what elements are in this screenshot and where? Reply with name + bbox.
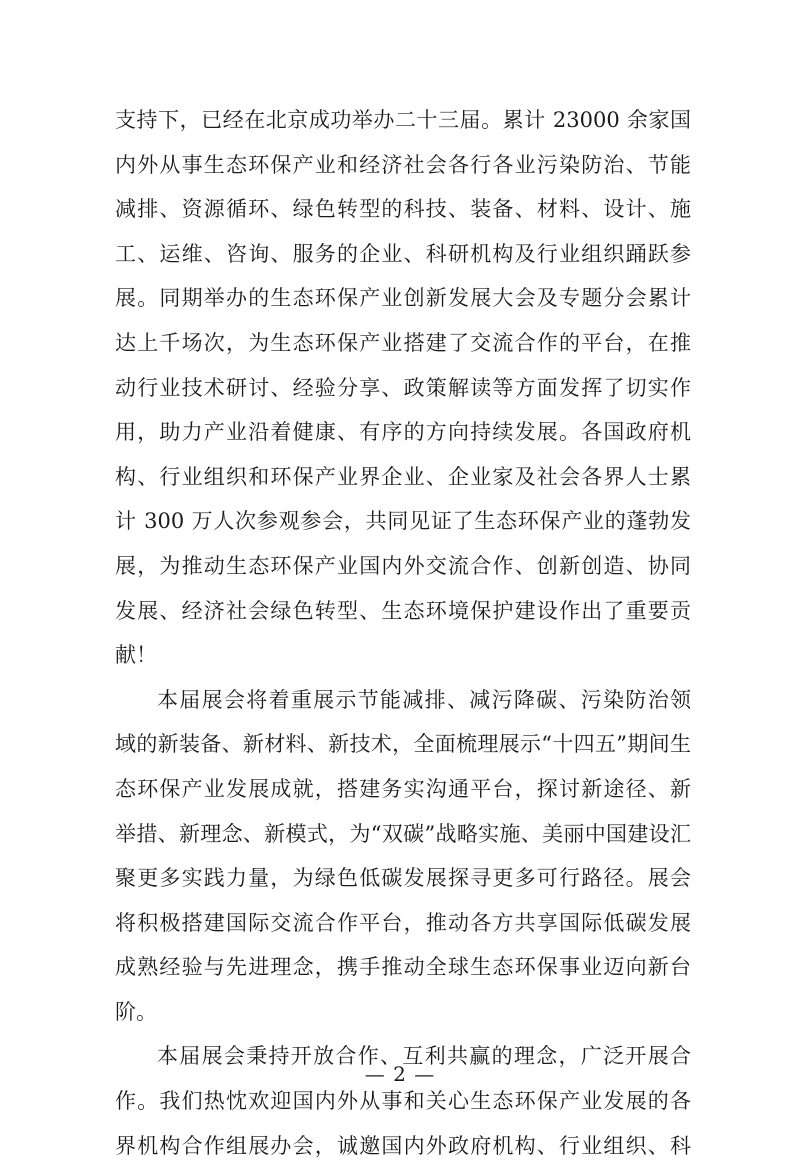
text-line: 展，为推动生态环保产业国内外交流合作、创新创造、协同 <box>115 553 691 578</box>
text-line: 计 300 万人次参观参会，共同见证了生态环保产业的蓬勃发 <box>115 509 691 534</box>
text-line: 阶。 <box>115 999 157 1024</box>
text-line: 内外从事生态环保产业和经济社会各行各业污染防治、节能 <box>115 152 691 177</box>
text-line: 将积极搭建国际交流合作平台，推动各方共享国际低碳发展 <box>115 910 691 935</box>
paragraph-3 <box>115 1034 691 1168</box>
text-line: 态环保产业发展成就，搭建务实沟通平台，探讨新途径、新 <box>115 776 691 801</box>
text-line: 动行业技术研讨、经验分享、政策解读等方面发挥了切实作 <box>115 375 691 400</box>
text-line: 用，助力产业沿着健康、有序的方向持续发展。各国政府机 <box>115 420 691 445</box>
text-line: 支持下，已经在北京成功举办二十三届。累计 23000 余家国 <box>115 108 691 132</box>
text-line: 达上千场次，为生态环保产业搭建了交流合作的平台，在推 <box>115 330 691 355</box>
text-line: 工、运维、咨询、服务的企业、科研机构及行业组织踊跃参 <box>115 241 691 266</box>
paragraph-1 <box>115 98 691 678</box>
page-number: — 2 — <box>364 1062 436 1086</box>
text-line: 发展、经济社会绿色转型、生态环境保护建设作出了重要贡 <box>115 598 691 623</box>
text-line: 成熟经验与先进理念，携手推动全球生态环保事业迈向新台 <box>115 955 691 980</box>
text-line: 本届展会将着重展示节能减排、减污降碳、污染防治领 <box>157 687 691 712</box>
body-text <box>115 98 691 1168</box>
text-line: 聚更多实践力量，为绿色低碳发展探寻更多可行路径。展会 <box>115 866 691 891</box>
text-line: 献！ <box>115 643 157 668</box>
text-line: 界机构合作组展办会，诚邀国内外政府机构、行业组织、科 <box>115 1133 691 1158</box>
text-line: 本届展会秉持开放合作、互利共赢的理念，广泛开展合 <box>157 1044 691 1069</box>
text-line: 构、行业组织和环保产业界企业、企业家及社会各界人士累 <box>115 464 691 489</box>
text-line: 作。我们热忱欢迎国内外从事和关心生态环保产业发展的各 <box>115 1089 691 1114</box>
text-line: 展。同期举办的生态环保产业创新发展大会及专题分会累计 <box>115 286 691 311</box>
text-line: 减排、资源循环、绿色转型的科技、装备、材料、设计、施 <box>115 197 691 222</box>
paragraph-2 <box>115 678 691 1035</box>
text-line: 举措、新理念、新模式，为“双碳”战略实施、美丽中国建设汇 <box>115 821 691 846</box>
text-line: 域的新装备、新材料、新技术，全面梳理展示“十四五”期间生 <box>115 732 691 757</box>
